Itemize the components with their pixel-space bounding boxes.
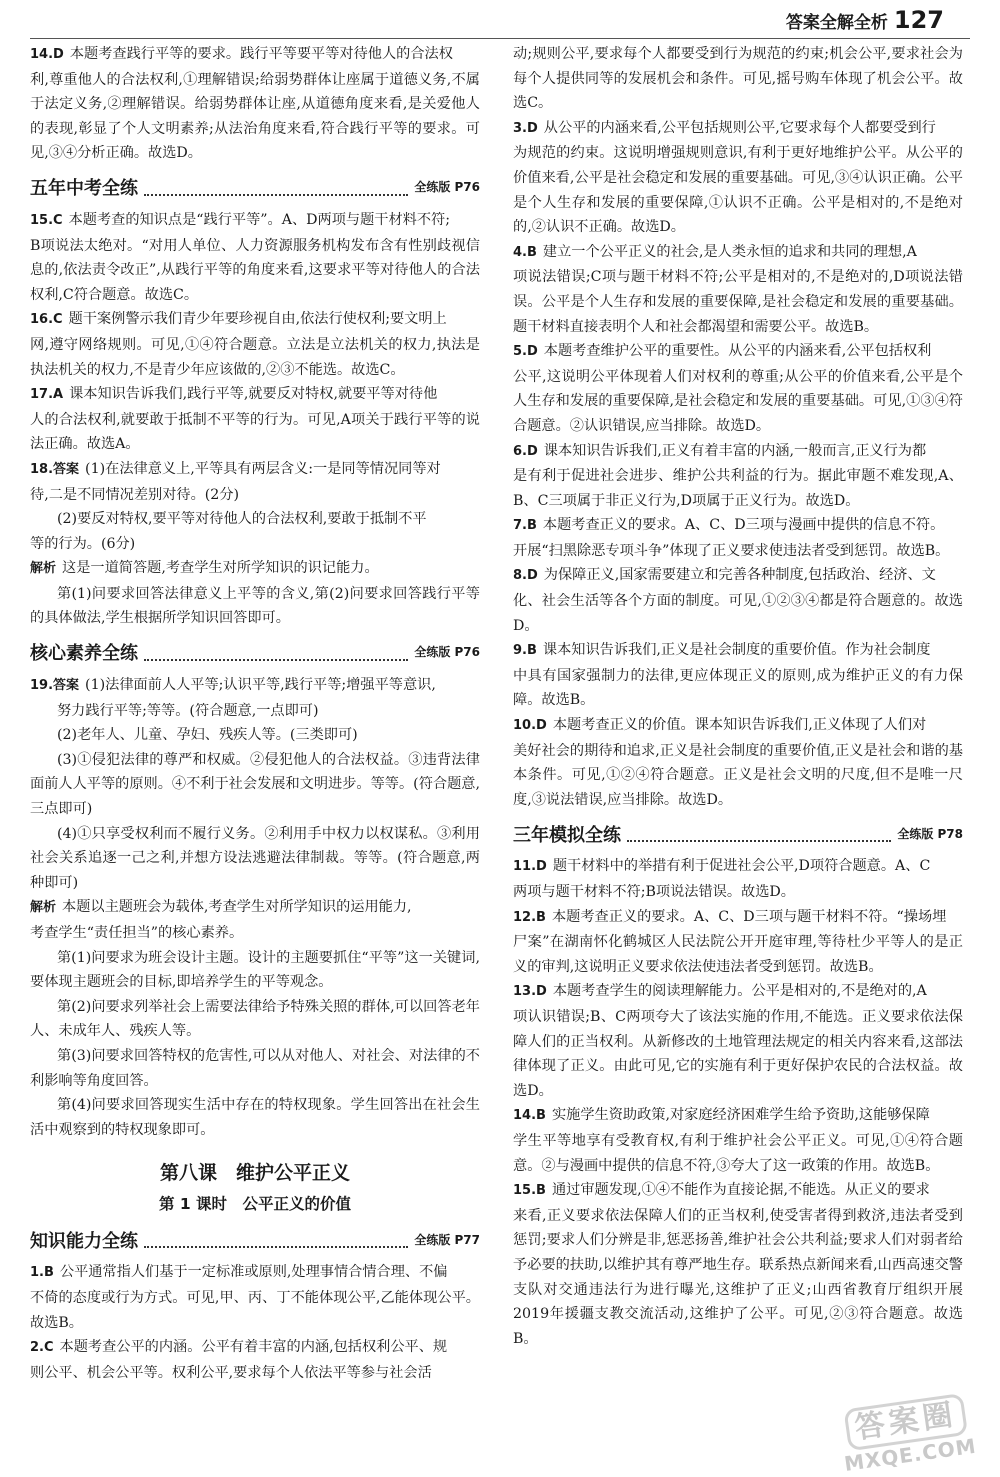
answer-text-cont: 两项与题干材料不符;B项说法错误。故选D。 — [513, 884, 795, 900]
answer-item — [513, 513, 963, 563]
page-header — [786, 6, 944, 34]
answer-text-cont: 人的合法权利,就要敢于抵制不平等的行为。可见,A项关于践行平等的说法正确。故选A。 — [30, 411, 480, 453]
answer-text: (2)老年人、儿童、孕妇、残疾人等。(三类即可) — [56, 727, 358, 744]
answer-label: 12.B — [513, 909, 546, 925]
answer-item — [513, 439, 963, 514]
answer-text: 从公平的内涵来看,公平包括规则公平,它要求每个人都要受到行 — [543, 119, 936, 136]
dotted-leader — [627, 840, 891, 842]
analysis-text: 第(2)问要求列举社会上需要法律给予特殊关照的群体,可以回答老年人、未成年人、残疾人等。 — [30, 998, 480, 1040]
section-header — [513, 820, 963, 848]
answer-text: 本题考查学生的阅读理解能力。公平是相对的,不是绝对的,A — [552, 983, 927, 1000]
answer-text-cont: 是有利于促进社会进步、维护公共利益的行为。据此审题不难发现,A、B、C三项属于非正义行为,D项属于正义行为。故选D。 — [513, 468, 963, 509]
answer-text: 本题考查公平的内涵。公平有着丰富的内涵,包括权利公平、规 — [59, 1339, 448, 1356]
answer-label: 6.D — [513, 443, 538, 459]
answer-text-cont: 美好社会的期待和追求,正义是社会制度的重要价值,正义是社会和谐的基本条件。可见,①②④符合题意。正义是社会文明的尺度,但不是唯一尺度,③说法错误,应当排除。故选D。 — [513, 742, 963, 808]
answer-text: 建立一个公平正义的社会,是人类永恒的追求和共同的理想,A — [542, 243, 917, 260]
answer-text: (1)法律面前人人平等;认识平等,践行平等;增强平等意识, — [85, 677, 436, 694]
answer-label: 14.B — [513, 1108, 546, 1124]
analysis-text: 本题以主题班会为载体,考查学生对所学知识的运用能力, — [62, 899, 412, 916]
answer-item — [30, 457, 480, 631]
section-header — [30, 174, 480, 202]
watermark-logo — [829, 1391, 986, 1476]
lesson-subtitle: 第 1 课时 公平正义的价值 — [158, 1195, 352, 1214]
section-title: 三年模拟全练 — [513, 824, 621, 846]
answer-label: 9.B — [513, 643, 537, 659]
section-title: 知识能力全练 — [30, 1230, 138, 1252]
answer-label: 7.B — [513, 518, 537, 534]
answer-text: (2)要反对特权,要平等对待他人的合法权利,要敢于抵制不平 — [56, 511, 427, 528]
watermark-url: MXQE.COM — [842, 1433, 978, 1476]
answer-text-cont: 不倚的态度或行为方式。可见,甲、丙、丁不能体现公平,乙能体现公平。故选B。 — [30, 1289, 480, 1331]
answer-item — [513, 979, 963, 1103]
answer-text: 本题考查维护公平的重要性。从公平的内涵来看,公平包括权利 — [543, 343, 932, 360]
answer-text: 本题考查的知识点是“践行平等”。A、D两项与题干材料不符; — [68, 211, 450, 228]
answer-text-cont: 中具有国家强制力的法律,更应体现正义的原则,成为维护正义的有力保障。故选B。 — [513, 667, 963, 709]
answer-item — [513, 638, 963, 713]
dotted-leader — [144, 659, 408, 661]
answer-text-cont: 等的行为。(6分) — [30, 535, 136, 552]
answer-label: 4.B — [513, 244, 537, 260]
header-title: 答案全解全析 — [785, 13, 888, 33]
answer-text: (4)①只享受权利而不履行义务。②利用手中权力以权谋私。③利用社会关系追逐一己之利,并想方设法逃避法律制裁。等等。(符合题意,两种即可) — [30, 825, 480, 891]
section-ref: 全练版 P78 — [897, 826, 963, 841]
answer-label: 19.答案 — [30, 678, 80, 694]
answer-item — [513, 713, 963, 812]
answer-text: (1)在法律意义上,平等具有两层含义:一是同等情况同等对 — [85, 460, 441, 477]
answer-text-cont: 项说法错误;C项与题干材料不符;公平是相对的,不是绝对的,D项说法错误。公平是个人生存和发展的重要保障,是社会稳定和发展的重要基础。题干材料直接表明个人和社会都渴望和需要公平。故选B。 — [513, 269, 963, 335]
answer-item — [513, 1103, 963, 1178]
section-header — [30, 1226, 480, 1254]
answer-item — [513, 339, 963, 438]
lesson-title: 第八课 维护公平正义 — [159, 1162, 350, 1185]
answer-item — [30, 382, 480, 457]
answer-label: 2.C — [30, 1340, 54, 1356]
answer-text: 通过审题发现,①④不能作为直接论据,不能选。从正义的要求 — [551, 1182, 930, 1199]
section-ref: 全练版 P76 — [414, 645, 480, 660]
right-column — [513, 42, 963, 1351]
answer-text: 为保障正义,国家需要建立和完善各种制度,包括政治、经济、文 — [543, 567, 936, 584]
answer-text: 课本知识告诉我们,正义有着丰富的内涵,一般而言,正义行为都 — [543, 442, 927, 459]
answer-item — [513, 1178, 963, 1351]
answer-label: 15.B — [513, 1183, 546, 1199]
answer-label: 3.D — [513, 120, 538, 136]
answer-item — [30, 673, 480, 1142]
dotted-leader — [144, 194, 408, 196]
answer-item — [513, 116, 963, 240]
answer-item — [30, 1260, 480, 1335]
answer-text-cont: 利,尊重他人的合法权利,①理解错误;给弱势群体让座属于道德义务,不属于法定义务,②理解错误。给弱势群体让座,从道德角度来看,是关爱他人的表现,彰显了个人文明素养;从法治角度来看,符合践行平等的要求。可见,③④分析正确。故选D。 — [30, 71, 480, 162]
answer-label: 18.答案 — [30, 461, 80, 477]
answer-text: 题干案例警示我们青少年要珍视自由,依法行使权利;要文明上 — [68, 311, 447, 328]
answer-text-cont: 开展“扫黑除恶专项斗争”体现了正义要求使违法者受到惩罚。故选B。 — [513, 542, 950, 559]
answer-text: 本题考查正义的要求。A、C、D三项与漫画中提供的信息不符。 — [542, 517, 945, 534]
answer-text-cont: 待,二是不同情况差别对待。(2分) — [30, 486, 240, 503]
answer-label: 10.D — [513, 718, 547, 734]
analysis-text: 第(4)问要求回答现实生活中存在的特权现象。学生回答出在社会生活中观察到的特权现象即可。 — [30, 1097, 480, 1138]
dotted-leader — [144, 1246, 408, 1248]
section-title: 五年中考全练 — [30, 178, 138, 200]
answer-item — [30, 42, 480, 166]
answer-text-cont: 来看,正义要求依法保障人们的正当权利,使受害者得到救济,违法者受到惩罚;要求人们分辨是非,惩恶扬善,维护社会公共利益;要求人们对弱者给予必要的扶助,以维护其有尊严地生存。联系热点新闻来看,山西高速交警支队对交通违法行为进行曝光,这维护了正义;山西省教育厅组织开展2019年援疆支教交流活动,这维护了公平。可见,②③符合题意。故选B。 — [513, 1207, 963, 1347]
section-ref: 全练版 P77 — [414, 1232, 480, 1247]
answer-text-cont: 项认识错误;B、C两项夸大了该法实施的作用,不能选。正义要求依法保障人们的正当权利。从新修改的土地管理法规定的相关内容来看,这部法律体现了正义。由此可见,它的实施有利于更好保护农民的合法权益。故选D。 — [513, 1008, 963, 1099]
answer-item — [513, 854, 963, 904]
answer-text: 实施学生资助政策,对家庭经济困难学生给予资助,这能够保障 — [551, 1107, 930, 1124]
section-ref: 全练版 P76 — [414, 180, 480, 195]
answer-text-cont: 动;规则公平,要求每个人都要受到行为规范的约束;机会公平,要求社会为每个人提供同等的发展机会和条件。可见,摇号购车体现了机会公平。故选C。 — [513, 46, 963, 112]
answer-text-cont: 则公平、机会公平等。权利公平,要求每个人依法平等参与社会活 — [30, 1364, 432, 1381]
answer-item — [513, 240, 963, 339]
answer-label: 17.A — [30, 387, 64, 403]
answer-label: 11.D — [513, 859, 547, 875]
answer-text-cont: B项说法太绝对。“对用人单位、人力资源服务机构发布含有性别歧视信息的,依法责令改正”,从践行平等的角度来看,这要求平等对待他人的合法权利,C符合题意。故选C。 — [30, 237, 480, 303]
answer-label: 13.D — [513, 984, 547, 1000]
analysis-text: 第(1)问要求为班会设计主题。设计的主题要抓住“平等”这一关键词,要体现主题班会的目标,即培养学生的平等观念。 — [30, 949, 480, 991]
answer-text: 本题考查正义的要求。A、C、D三项与题干材料不符。“操场埋 — [551, 908, 947, 925]
answer-text-cont: 为规范的约束。这说明增强规则意识,有利于更好地维护公平。从公平的价值来看,公平是社会稳定和发展的重要基础。可见,③④认识正确。公平是个人生存和发展的重要保障,①认识不正确。公平是相对的,不是绝对的,②认识不正确。故选D。 — [513, 145, 963, 236]
section-header — [30, 639, 480, 667]
analysis-text: 第(1)问要求回答法律意义上平等的含义,第(2)问要求回答践行平等的具体做法,学生根据所学知识回答即可。 — [30, 585, 480, 627]
answer-item — [30, 307, 480, 382]
answer-text: 课本知识告诉我们,践行平等,就要反对特权,就要平等对待他 — [69, 386, 438, 403]
answer-item — [30, 208, 480, 307]
answer-label: 1.B — [30, 1265, 54, 1281]
answer-item — [513, 905, 963, 980]
section-title: 核心素养全练 — [30, 643, 138, 665]
answer-label: 16.C — [30, 312, 63, 328]
answer-text: 课本知识告诉我们,正义是社会制度的重要价值。作为社会制度 — [542, 642, 931, 659]
answer-text-cont: 学生平等地享有受教育权,有利于维护社会公平正义。可见,①④符合题意。②与漫画中提供的信息不符,③夸大了这一政策的作用。故选B。 — [513, 1132, 963, 1174]
answer-text-cont: 尸案”在湖南怀化鹤城区人民法院公开开庭审理,等待杜少平等人的是正义的审判,这说明正义要求依法使违法者受到惩罚。故选B。 — [513, 934, 963, 975]
answer-text: 公平通常指人们基于一定标准或原则,处理事情合情合理、不偏 — [59, 1264, 448, 1281]
analysis-text-cont: 考查学生“责任担当”的核心素养。 — [30, 925, 244, 941]
answer-text-cont: 公平,这说明公平体现着人们对权利的尊重;从公平的价值来看,公平是个人生存和发展的重要保障,是社会稳定和发展的重要基础。可见,①③④符合题意。②认识错误,应当排除。故选D。 — [513, 368, 963, 434]
analysis-label: 解析 — [30, 561, 57, 577]
answer-label: 15.C — [30, 212, 63, 228]
page-number: 127 — [893, 6, 944, 34]
answer-text-cont: 网,遵守网络规则。可见,①④符合题意。立法是立法机关的权力,执法是执法机关的权力,不是青少年应该做的,②③不能选。故选C。 — [30, 336, 480, 378]
answer-text: 题干材料中的举措有利于促进社会公平,D项符合题意。A、C — [552, 858, 931, 875]
answer-item — [513, 563, 963, 638]
answer-text: 本题考查践行平等的要求。践行平等要平等对待他人的合法权 — [69, 46, 453, 62]
answer-text-cont: 化、社会生活等各个方面的制度。可见,①②③④都是符合题意的。故选D。 — [513, 593, 963, 634]
analysis-text: 这是一道简答题,考查学生对所学知识的识记能力。 — [62, 560, 379, 577]
analysis-label: 解析 — [30, 900, 57, 916]
answer-text-cont: 努力践行平等;等等。(符合题意,一点即可) — [56, 702, 319, 719]
header-divider — [30, 38, 970, 39]
answer-text: 本题考查正义的价值。课本知识告诉我们,正义体现了人们对 — [552, 717, 927, 734]
watermark-text: 答案圈 — [843, 1393, 968, 1451]
answer-text: (3)①侵犯法律的尊严和权威。②侵犯他人的合法权益。③违背法律面前人人平等的原则。④不利于社会发展和文明进步。等等。(符合题意,三点即可) — [30, 751, 480, 818]
answer-label: 8.D — [513, 568, 538, 584]
analysis-text: 第(3)问要求回答特权的危害性,可以从对他人、对社会、对法律的不利影响等角度回答。 — [30, 1047, 480, 1089]
answer-item — [30, 1335, 480, 1385]
left-column — [30, 42, 480, 1385]
answer-label: 14.D — [30, 47, 64, 62]
answer-label: 5.D — [513, 344, 538, 360]
